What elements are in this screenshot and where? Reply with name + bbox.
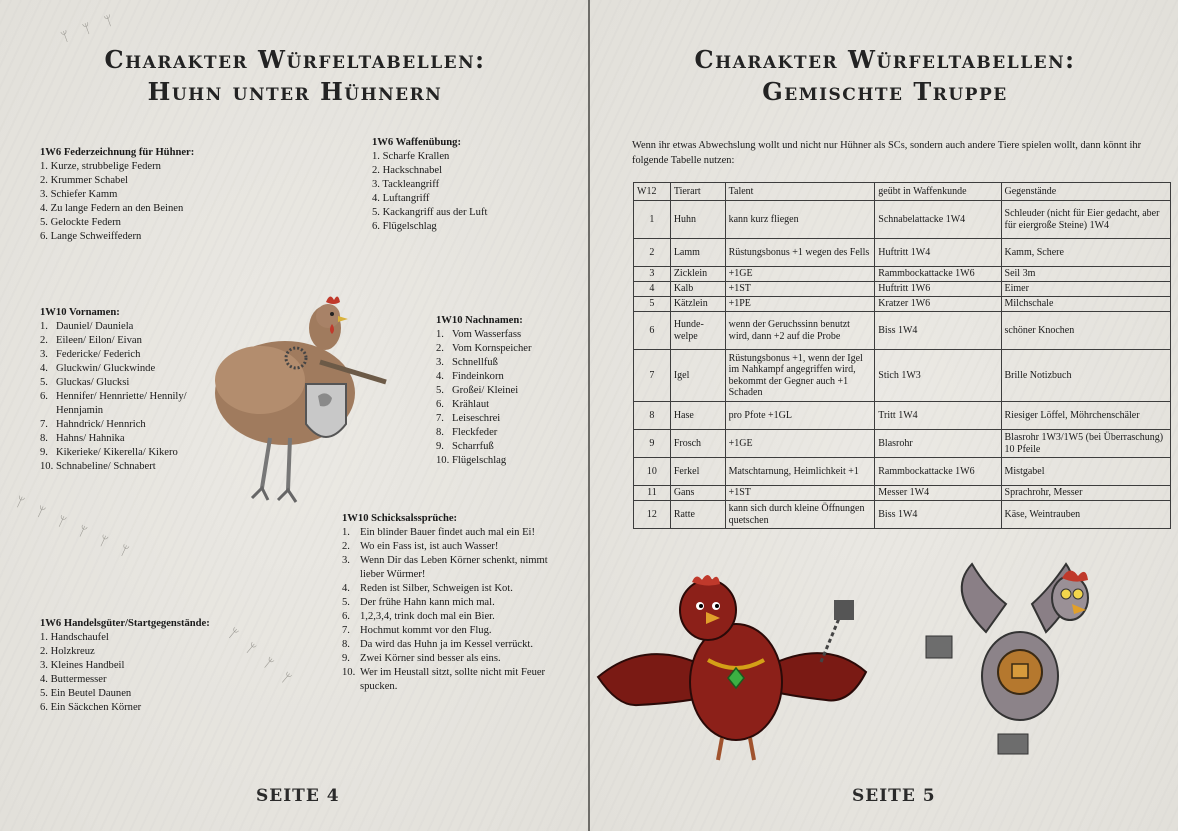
item-text: Zwei Körner sind besser als eins. <box>360 653 501 664</box>
item-number: 3. <box>436 357 444 368</box>
page-number: SEITE 5 <box>852 786 936 806</box>
table-cell: Huhn <box>670 201 725 239</box>
table-cell: 12 <box>634 501 671 529</box>
weapons-table <box>372 136 572 234</box>
table-cell: Sprachrohr, Messer <box>1001 486 1170 501</box>
item-text: Hahndrick/ Hennrich <box>56 419 146 430</box>
column-header: Talent <box>725 183 875 201</box>
list-item <box>40 376 205 390</box>
column-header: geübt in Waffenkunde <box>875 183 1001 201</box>
table-cell: 10 <box>634 458 671 486</box>
table-cell: Frosch <box>670 430 725 458</box>
column-header: Gegenstände <box>1001 183 1170 201</box>
table-cell: Käse, Weintrauben <box>1001 501 1170 529</box>
item-number: 6. <box>342 611 350 622</box>
list-item: 2. Hackschnabel <box>372 165 443 176</box>
table-cell: wenn der Geruchssinn benutzt wird, dann +2 auf die Probe <box>725 312 875 350</box>
item-number: 7. <box>40 419 48 430</box>
list-item: 3. Kleines Handbeil <box>40 660 125 671</box>
table-cell: Brille Notizbuch <box>1001 350 1170 402</box>
item-number: 10. <box>40 461 54 472</box>
list-item: 4. Buttermesser <box>40 674 107 685</box>
table-cell: Rammbockattacke 1W6 <box>875 458 1001 486</box>
table-cell: Stich 1W3 <box>875 350 1001 402</box>
item-number: 6. <box>436 399 444 410</box>
table-cell: Tritt 1W4 <box>875 402 1001 430</box>
item-text: Scharrfuß <box>452 441 494 452</box>
item-number: 9. <box>436 441 444 452</box>
table-cell: 2 <box>634 239 671 267</box>
footprint-decoration: ᛘ ᛘ ᛘ ᛘ ᛘ ᛘ <box>13 493 137 562</box>
lastnames-table <box>436 314 576 468</box>
list-item <box>40 432 205 446</box>
item-text: Federicke/ Federich <box>56 349 141 360</box>
table-cell: Rüstungsbonus +1 wegen des Fells <box>725 239 875 267</box>
title-line-1: Charakter Würfeltabellen: <box>104 45 486 74</box>
item-text: Hochmut kommt vor den Flug. <box>360 625 492 636</box>
table-cell: Lamm <box>670 239 725 267</box>
footprint-decoration: ᛘ ᛘ ᛘ <box>59 10 121 45</box>
list-item <box>436 412 576 426</box>
item-number: 2. <box>436 343 444 354</box>
table-row <box>634 282 1171 297</box>
table-cell: 8 <box>634 402 671 430</box>
page-title <box>40 44 550 108</box>
grey-bird-illustration <box>916 562 1106 776</box>
table-row <box>634 430 1171 458</box>
table-cell: 5 <box>634 297 671 312</box>
item-text: Leiseschrei <box>452 413 501 424</box>
page-number: SEITE 4 <box>256 786 340 806</box>
table-cell: Schnabelattacke 1W4 <box>875 201 1001 239</box>
table-cell: 9 <box>634 430 671 458</box>
list-item <box>40 418 205 432</box>
table-cell: Ratte <box>670 501 725 529</box>
item-number: 5. <box>436 385 444 396</box>
feathers-table <box>40 146 260 244</box>
list-item <box>40 320 205 334</box>
table-cell: Eimer <box>1001 282 1170 297</box>
list-item <box>40 460 205 474</box>
item-text: Vom Kornspeicher <box>452 343 532 354</box>
table-cell: 7 <box>634 350 671 402</box>
sayings-table <box>342 512 562 694</box>
table-row <box>634 312 1171 350</box>
item-number: 2. <box>342 541 350 552</box>
item-text: Reden ist Silber, Schweigen ist Kot. <box>360 583 513 594</box>
item-number: 1. <box>40 321 48 332</box>
item-number: 4. <box>436 371 444 382</box>
table-row <box>634 297 1171 312</box>
list-item: 4. Luftangriff <box>372 193 430 204</box>
list-item: 1. Handschaufel <box>40 632 109 643</box>
table-cell: Biss 1W4 <box>875 312 1001 350</box>
item-text: Hahns/ Hahnika <box>56 433 125 444</box>
list-item: 1. Kurze, strubbelige Federn <box>40 161 161 172</box>
section-heading: 1W10 Vornamen: <box>40 307 120 318</box>
list-item <box>40 362 205 376</box>
item-number: 9. <box>342 653 350 664</box>
list-item <box>436 454 576 468</box>
item-number: 4. <box>40 363 48 374</box>
table-row <box>634 267 1171 282</box>
item-number: 8. <box>342 639 350 650</box>
table-row <box>634 486 1171 501</box>
list-item: 3. Tackleangriff <box>372 179 440 190</box>
table-cell: schöner Knochen <box>1001 312 1170 350</box>
item-number: 8. <box>40 433 48 444</box>
table-cell: 11 <box>634 486 671 501</box>
list-item <box>40 348 205 362</box>
item-number: 8. <box>436 427 444 438</box>
item-text: Wer im Heustall sitzt, sollte nicht mit Feuer spucken. <box>360 667 546 692</box>
list-item <box>436 370 576 384</box>
list-item <box>436 426 576 440</box>
left-page <box>0 0 588 831</box>
section-heading: 1W6 Handelsgüter/Startgegenstände: <box>40 618 210 629</box>
page-title <box>610 44 1160 108</box>
item-number: 4. <box>342 583 350 594</box>
list-item: 6. Ein Säckchen Körner <box>40 702 142 713</box>
column-header: W12 <box>634 183 671 201</box>
table-cell: Kratzer 1W6 <box>875 297 1001 312</box>
item-number: 5. <box>342 597 350 608</box>
table-cell: Kätzlein <box>670 297 725 312</box>
column-header: Tierart <box>670 183 725 201</box>
list-item: 2. Krummer Schabel <box>40 175 128 186</box>
item-text: Schnellfuß <box>452 357 498 368</box>
list-item <box>342 624 562 638</box>
item-number: 1. <box>342 527 350 538</box>
table-cell: Gans <box>670 486 725 501</box>
item-text: Gluckas/ Glucksi <box>56 377 130 388</box>
title-line-2: Huhn unter Hühnern <box>147 77 443 106</box>
item-number: 3. <box>40 349 48 360</box>
list-item: 6. Flügelschlag <box>372 221 437 232</box>
item-text: Hennifer/ Hennriette/ Hennily/ Hennjamin <box>56 391 187 416</box>
list-item <box>342 540 562 554</box>
table-row <box>634 402 1171 430</box>
table-cell: Mistgabel <box>1001 458 1170 486</box>
list-item <box>40 390 205 418</box>
animal-dice-table <box>633 182 1171 529</box>
item-text: Der frühe Hahn kann mich mal. <box>360 597 495 608</box>
item-text: Gluckwin/ Gluckwinde <box>56 363 156 374</box>
item-text: Da wird das Huhn ja im Kessel verrückt. <box>360 639 533 650</box>
table-row <box>634 501 1171 529</box>
list-item: 5. Gelockte Federn <box>40 217 121 228</box>
list-item <box>436 328 576 342</box>
item-text: Vom Wasserfass <box>452 329 522 340</box>
table-cell: 3 <box>634 267 671 282</box>
list-item <box>342 638 562 652</box>
table-cell: Igel <box>670 350 725 402</box>
item-text: 1,2,3,4, trink doch mal ein Bier. <box>360 611 495 622</box>
list-item <box>436 440 576 454</box>
red-chicken-illustration <box>596 572 876 772</box>
item-number: 10. <box>342 667 356 678</box>
item-number: 7. <box>342 625 350 636</box>
footprint-decoration: ᛘ ᛘ ᛘ ᛘ <box>225 625 299 691</box>
table-cell: Hase <box>670 402 725 430</box>
table-cell: 4 <box>634 282 671 297</box>
item-text: Wenn Dir das Leben Körner schenkt, nimmt lieber Würmer! <box>360 555 548 580</box>
table-cell: 1 <box>634 201 671 239</box>
intro-text: Wenn ihr etwas Abwechslung wollt und nicht nur Hühner als SCs, sondern auch andere Tiere spielen wollt, dann könnt ihr folgende Tabelle nutzen: <box>632 140 1142 166</box>
table-cell: +1ST <box>725 282 875 297</box>
item-number: 6. <box>40 391 48 402</box>
section-heading: 1W6 Federzeichnung für Hühner: <box>40 147 195 158</box>
table-cell: Huftritt 1W6 <box>875 282 1001 297</box>
table-cell: Rammbockattacke 1W6 <box>875 267 1001 282</box>
list-item <box>40 446 205 460</box>
table-cell: Rüstungsbonus +1, wenn der Igel im Nahkampf angegriffen wird, bekommt der Gegner auch +1 Schaden <box>725 350 875 402</box>
table-cell: Biss 1W4 <box>875 501 1001 529</box>
table-cell: Blasrohr <box>875 430 1001 458</box>
item-text: Schnabeline/ Schnabert <box>56 461 156 472</box>
section-heading: 1W10 Schicksalssprüche: <box>342 513 458 524</box>
item-text: Kikerieke/ Kikerella/ Kikero <box>56 447 178 458</box>
list-item: 3. Schiefer Kamm <box>40 189 118 200</box>
list-item <box>436 398 576 412</box>
section-heading: 1W6 Waffenübung: <box>372 137 461 148</box>
item-number: 1. <box>436 329 444 340</box>
table-cell: +1GE <box>725 430 875 458</box>
list-item <box>436 384 576 398</box>
table-cell: Ferkel <box>670 458 725 486</box>
item-text: Dauniel/ Dauniela <box>56 321 134 332</box>
table-cell: Seil 3m <box>1001 267 1170 282</box>
table-cell: kann kurz fliegen <box>725 201 875 239</box>
item-text: Eileen/ Eilon/ Eivan <box>56 335 142 346</box>
title-line-1: Charakter Würfeltabellen: <box>694 45 1076 74</box>
table-cell: +1ST <box>725 486 875 501</box>
table-cell: Messer 1W4 <box>875 486 1001 501</box>
list-item <box>436 342 576 356</box>
list-item <box>342 554 562 582</box>
item-text: Krählaut <box>452 399 490 410</box>
table-cell: Kalb <box>670 282 725 297</box>
table-cell: Kamm, Schere <box>1001 239 1170 267</box>
table-row <box>634 201 1171 239</box>
list-item: 4. Zu lange Federn an den Beinen <box>40 203 184 214</box>
list-item: 6. Lange Schweiffedern <box>40 231 142 242</box>
table-cell: Blasrohr 1W3/1W5 (bei Überraschung) 10 Pfeile <box>1001 430 1170 458</box>
table-cell: +1PE <box>725 297 875 312</box>
list-item: 5. Ein Beutel Daunen <box>40 688 132 699</box>
table-cell: Milchschale <box>1001 297 1170 312</box>
item-text: Wo ein Fass ist, ist auch Wasser! <box>360 541 499 552</box>
table-row <box>634 239 1171 267</box>
item-number: 7. <box>436 413 444 424</box>
item-number: 10. <box>436 455 450 466</box>
table-row <box>634 458 1171 486</box>
item-text: Findeinkorn <box>452 371 504 382</box>
list-item: 1. Scharfe Krallen <box>372 151 450 162</box>
list-item <box>342 582 562 596</box>
title-line-2: Gemischte Truppe <box>762 77 1008 106</box>
list-item <box>342 526 562 540</box>
item-number: 3. <box>342 555 350 566</box>
table-cell: Matschtarnung, Heimlichkeit +1 <box>725 458 875 486</box>
item-text: Flügelschlag <box>452 455 507 466</box>
item-number: 5. <box>40 377 48 388</box>
list-item <box>40 334 205 348</box>
hen-warrior-illustration <box>200 288 390 510</box>
list-item <box>436 356 576 370</box>
section-heading: 1W10 Nachnamen: <box>436 315 523 326</box>
table-row <box>634 350 1171 402</box>
table-cell: kann sich durch kleine Öffnungen quetschen <box>725 501 875 529</box>
list-item <box>342 610 562 624</box>
item-number: 2. <box>40 335 48 346</box>
firstnames-table <box>40 306 205 474</box>
item-text: Ein blinder Bauer findet auch mal ein Ei! <box>360 527 536 538</box>
list-item: 2. Holzkreuz <box>40 646 95 657</box>
list-item <box>342 596 562 610</box>
table-cell: Zicklein <box>670 267 725 282</box>
table-cell: Hunde-welpe <box>670 312 725 350</box>
list-item <box>342 652 562 666</box>
item-text: Fleckfeder <box>452 427 498 438</box>
table-cell: Riesiger Löffel, Möhrchenschäler <box>1001 402 1170 430</box>
table-cell: +1GE <box>725 267 875 282</box>
list-item: 5. Kackangriff aus der Luft <box>372 207 488 218</box>
right-page <box>590 0 1178 831</box>
item-text: Großei/ Kleinei <box>452 385 519 396</box>
table-cell: Schleuder (nicht für Eier gedacht, aber für eiergroße Steine) 1W4 <box>1001 201 1170 239</box>
goods-table <box>40 617 260 715</box>
table-cell: pro Pfote +1GL <box>725 402 875 430</box>
list-item <box>342 666 562 694</box>
table-cell: Huftritt 1W4 <box>875 239 1001 267</box>
item-number: 9. <box>40 447 48 458</box>
table-cell: 6 <box>634 312 671 350</box>
